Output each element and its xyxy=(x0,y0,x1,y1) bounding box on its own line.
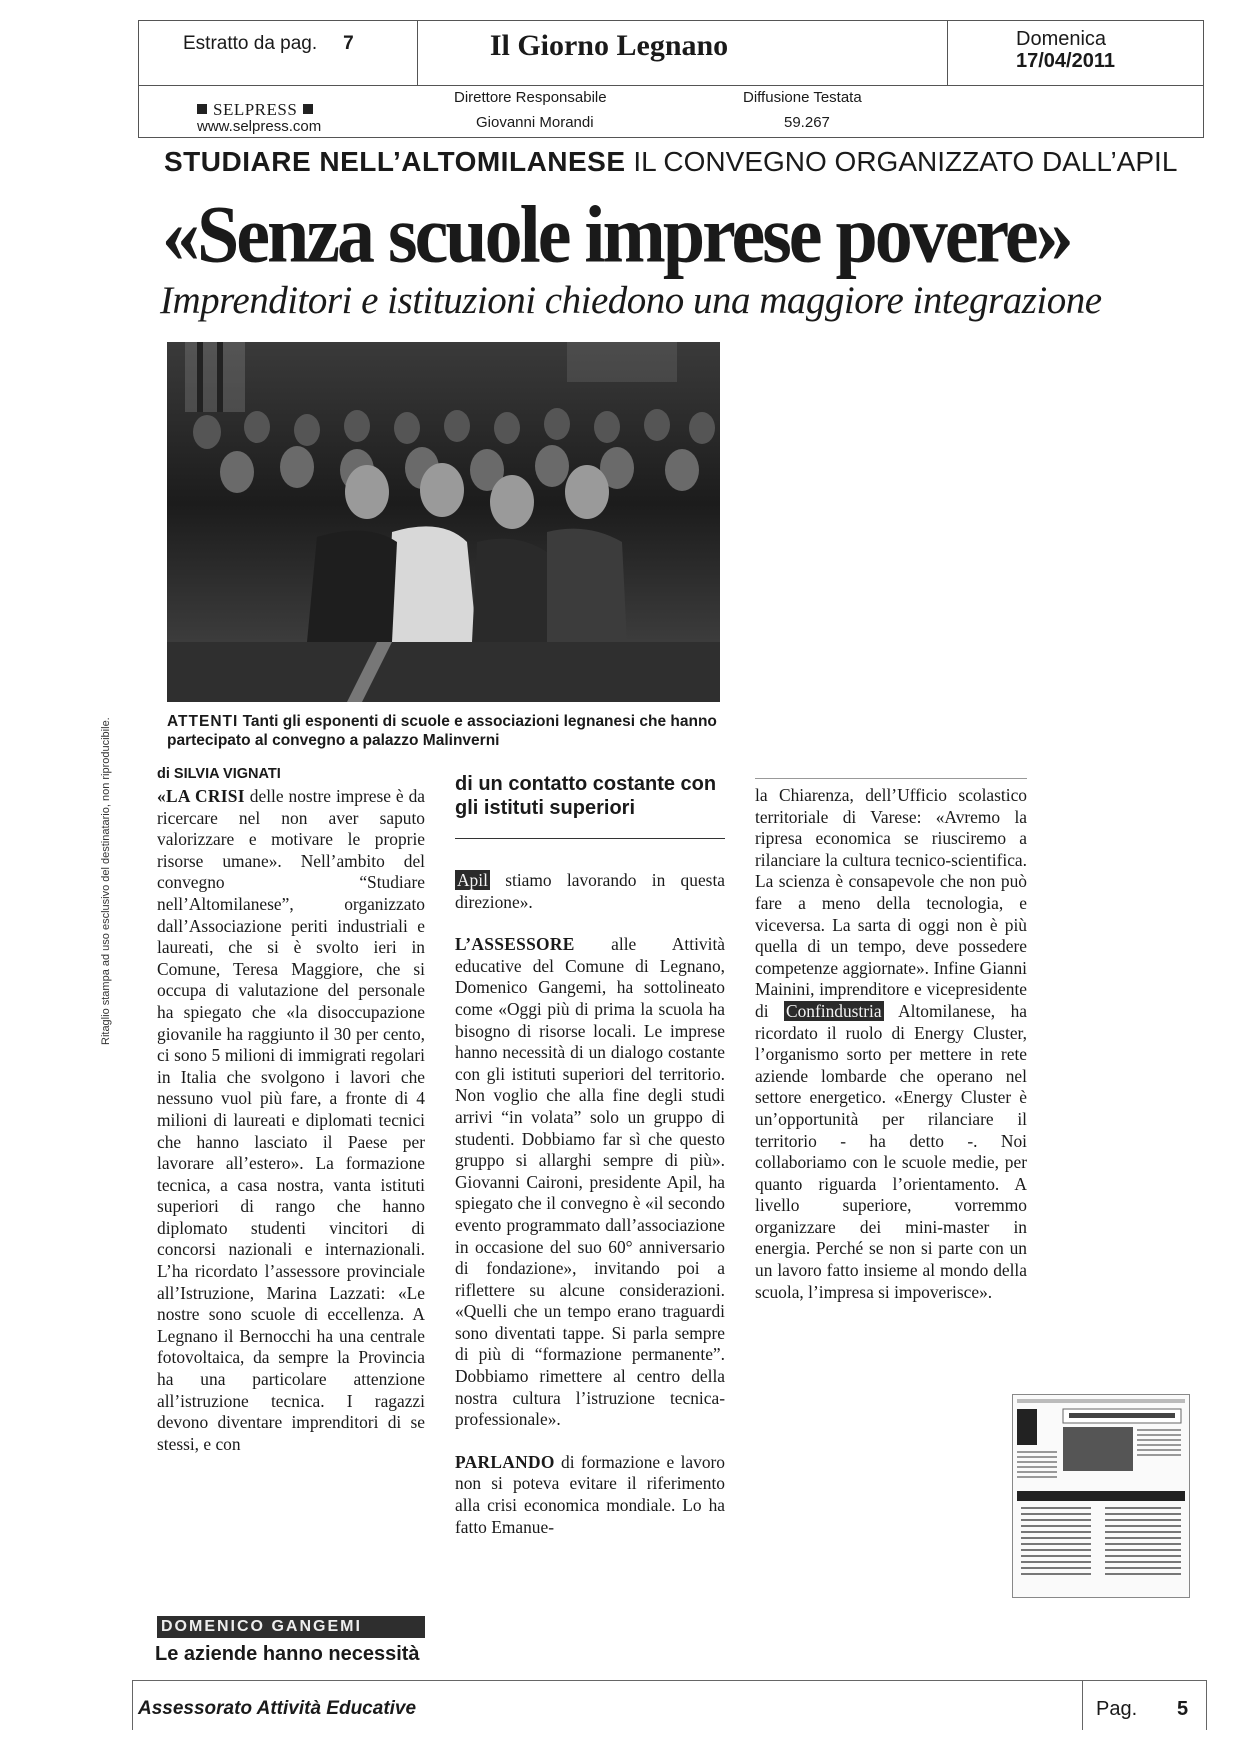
paragraph xyxy=(455,934,725,1431)
square-icon xyxy=(197,104,207,114)
article-column-2 xyxy=(455,870,725,1538)
subheading: di un contatto costante con gli istituti superiori xyxy=(455,773,717,819)
diffusion-value: 59.267 xyxy=(784,114,830,131)
page-thumbnail xyxy=(1012,1394,1190,1598)
article-column-1 xyxy=(157,786,425,1455)
divider xyxy=(755,778,1027,779)
director-label: Direttore Responsabile xyxy=(454,89,607,106)
paragraph-text: di formazione e lavoro non si poteva evitare il riferimento alla crisi economica mondiale. Lo ha fatto Emanue- xyxy=(455,1451,725,1537)
footer-section: Assessorato Attività Educative xyxy=(138,1698,417,1719)
paragraph-text: delle nostre imprese è da ricercare nel non aver saputo valorizzare e motivare le proprie risorse umane». Nell’ambito del convegno “Studiare nell’Altomilanese”, organizzato dall’Associazione periti industriali e laureati, che si è svolto ieri in Comune, Teresa Maggiore, che si occupa di valutazione del personale ha spiegato che «la disoccupazione giovanile ha raggiunto il 30 per cento, ci sono 5 milioni di immigrati regolari in Italia che svolgono i lavori che nessuno vuol più fare, a fronte di 4 milioni di laureati e diplomati tecnici che hanno lasciato il Paese per lavorare all’estero». La formazione tecnica, a casa nostra, vanta istituti superiori di rango che hanno diplomato studenti vincitori di concorsi nazionali e internazionali. L’ha ricordato l’assessore provinciale all’Istruzione, Marina Lazzati: «Le nostre sono scuole di eccellenza. A Legnano il Bernocchi ha una centrale fotovoltaica, da sempre la Provincia ha una particolare attenzione all’istruzione tecnica. I ragazzi devono diventare imprenditori di se stessi, e con xyxy=(157,786,425,1454)
page-thumbnail-image xyxy=(1013,1395,1189,1597)
kicker-bold: STUDIARE NELL’ALTOMILANESE xyxy=(164,146,626,177)
highlighted-word: Confindustria xyxy=(785,1000,882,1021)
paragraph xyxy=(455,870,725,913)
highlighted-word: Apil xyxy=(457,870,488,890)
paragraph xyxy=(157,786,425,1455)
footer-page-label: Pag. xyxy=(1096,1698,1138,1720)
byline: di SILVIA VIGNATI xyxy=(157,766,281,782)
footer-divider xyxy=(1206,1680,1207,1730)
subheading: Le aziende hanno necessità xyxy=(155,1643,420,1665)
article-photo xyxy=(167,342,720,702)
paragraph-text: Altomilanese, ha ricordato il ruolo di Energy Cluster, l’organismo sorto per mettere in rete aziende lombarde che operano nel settore energetico. «Energy Cluster è un’opportunità per rilanciare il territorio - ha detto -. Noi collaboriamo con le scuole medie, per quanto riguarda l’orientamento. A livello superiore, vorremmo organizzare dei mini-master in energia. Perché se non si parte con un un lavoro fatto insieme al mondo della scuola, l’impresa si impoverisce». xyxy=(755,1000,1028,1302)
photo-caption xyxy=(167,712,727,750)
paragraph xyxy=(455,1452,725,1538)
header-divider xyxy=(947,21,948,85)
lead-in: PARLANDO xyxy=(455,1451,555,1472)
agency-url: www.selpress.com xyxy=(197,118,322,135)
kicker xyxy=(164,146,1177,178)
caption-lead: ATTENTI xyxy=(167,713,239,730)
diffusion-label: Diffusione Testata xyxy=(743,89,862,106)
estratto-label xyxy=(183,33,354,55)
subheadline: Imprenditori e istituzioni chiedono una maggiore integrazione xyxy=(160,279,1102,322)
footer-page-number: 5 xyxy=(1177,1698,1189,1720)
paragraph-text: alle Attività educative del Comune di Legnano, Domenico Gangemi, ha sottolineato come «Oggi più di prima la scuola ha bisogno di risorse locali. Le imprese hanno necessità di un dialogo costante con gli istituti superiori del territorio. Non voglio che alla fine degli studi arrivi “in volata” solo un gruppo di studenti. Dobbiamo far sì che questo gruppo si allarghi sempre di più». Giovanni Caironi, presidente Apil, ha spiegato che il convegno è «il secondo evento programmato dall’associazione in occasione del suo 60° anniversario di fondazione», invitando poi a riflettere su alcune considerazioni. «Quelli che un tempo erano traguardi sono diventati tappe. Si parla sempre di più di “formazione permanente”. Dobbiamo rimettere al centro della nostra cultura l’istruzione tecnica-professionale». xyxy=(455,934,725,1430)
audience-photo-image xyxy=(167,342,720,702)
headline: «Senza scuole imprese povere» xyxy=(162,189,1071,280)
caption-text: Tanti gli esponenti di scuole e associazioni legnanesi che hanno partecipato al convegno a palazzo Malinverni xyxy=(167,713,717,749)
copyright-note: Ritaglio stampa ad uso esclusivo del destinatario, non riproducibile. xyxy=(100,717,112,1045)
lead-in: «LA CRISI xyxy=(157,786,245,806)
estratto-text: Estratto da pag. xyxy=(183,33,318,54)
footer-divider xyxy=(1082,1680,1083,1730)
lead-in: L’ASSESSORE xyxy=(455,934,575,955)
divider xyxy=(455,838,725,839)
director-name: Giovanni Morandi xyxy=(476,114,594,131)
clipping-header xyxy=(138,20,1204,138)
agency-logo xyxy=(191,100,319,120)
header-divider xyxy=(139,85,1203,86)
paragraph xyxy=(755,785,1027,1303)
kicker-rest: IL CONVEGNO ORGANIZZATO DALL’APIL xyxy=(625,146,1178,177)
agency-name: SELPRESS xyxy=(213,100,298,119)
paragraph-text: la Chiarenza, dell’Ufficio scolastico territoriale di Varese: «Avremo la ripresa economica se riusciremo a rilanciare la cultura tecnico-scientifica. La scienza è consapevole che non può fare a meno della tecnologia, e viceversa. La sarta di oggi non è più quella di un tempo, deve possedere competenze aggiornate». Infine Gianni Mainini, imprenditore e vicepresidente di xyxy=(755,785,1027,1021)
estratto-page-number: 7 xyxy=(343,33,354,54)
clipping-footer xyxy=(132,1680,1207,1730)
paragraph-text: stiamo lavorando in questa direzione». xyxy=(455,870,725,912)
square-icon xyxy=(303,104,313,114)
article-column-3 xyxy=(755,785,1027,1303)
name-tag: DOMENICO GANGEMI xyxy=(157,1616,425,1638)
newspaper-name: Il Giorno Legnano xyxy=(489,29,729,62)
issue-day: Domenica xyxy=(1016,28,1107,50)
footer-divider xyxy=(132,1680,133,1730)
issue-date: 17/04/2011 xyxy=(1016,50,1115,72)
